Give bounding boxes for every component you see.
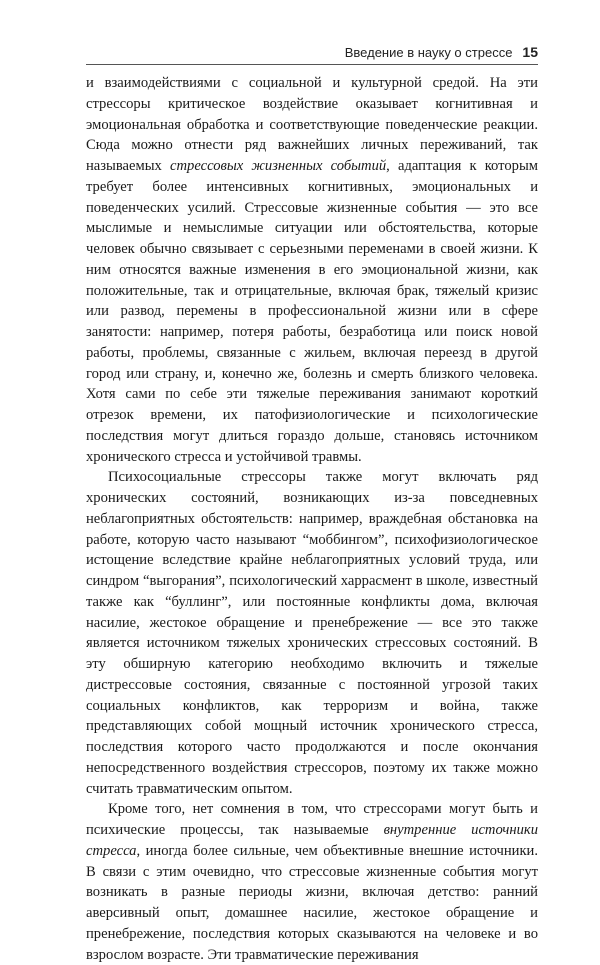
paragraph-2 <box>86 467 538 799</box>
body-text <box>86 73 538 965</box>
running-header <box>345 44 538 60</box>
text-segment: , иногда более сильные, чем объективные внешние источники. В связи с этим очевидно, что стрессовые жизненные события могут возникать в разные периоды жизни, включая детство: ранний аверсивный опыт, домашнее насилие, жестокое обращение и пренебрежение, последствия которых сказываются на человеке и во взрослом возрасте. Эти травматические переживания <box>86 842 538 963</box>
text-segment: Кроме того, нет сомнения в том, что стрессорами могут быть и психические процессы, так называемые <box>86 801 538 838</box>
running-title: Введение в науку о стрессе <box>344 45 513 60</box>
page-number: 15 <box>522 44 538 60</box>
italic-term: внутренние источники стресса <box>86 822 539 859</box>
text-segment: , адаптация к которым требует более интенсивных когнитивных, эмоциональных и поведенческих усилий. Стрессовые жизненные события — это все мыслимые и немыслимые ситуации или обстоятельства, которые человек обычно связывает с серьезными переменами в своей жизни. К ним относятся важные изменения в его эмоциональной жизни, как положительные, так и отрицательные, включая брак, тяжелый кризис или развод, перемены в профессиональной жизни или в сфере занятости: например, потеря работы, безработица или поиск новой работы, проблемы, связанные с жильем, включая переезд в другой город или страну, и, конечно же, болезнь и смерть близкого человека. Хотя сами по себе эти тяжелые переживания занимают короткий отрезок времени, их патофизиологические и психологические последствия могут длиться гораздо дольше, становясь источником хронического стресса и устойчивой травмы. <box>86 158 538 465</box>
text-segment: и взаимодействиями с социальной и культурной средой. На эти стрессоры критическое воздействие оказывает когнитивная и эмоциональная обработка и соответствующие поведенческие реакции. Сюда можно отнести ряд важнейших личных переживаний, так называемых <box>86 75 538 174</box>
text-segment: Психосоциальные стрессоры также могут включать ряд хронических состояний, возникающих из-за повседневных неблагоприятных обстоятельств: например, враждебная обстановка на работе, которую часто называют “моббингом”, психофизиологическое истощение вследствие крайне неблагоприятных условий труда, или синдром “выгорания”, психологический харрасмент в школе, известный также как “буллинг”, или постоянные конфликты дома, включая насилие, жестокое обращение и пренебрежение — все это также является источником тяжелых хронических стрессовых состояний. В эту обширную категорию необходимо включить и тяжелые дистрессовые состояния, связанные с постоянной угрозой таких социальных конфликтов, как терроризм и война, также представляющих собой мощный источник хронического стресса, последствия которого часто продолжаются и после окончания непосредственного воздействия стрессоров, поэтому их также можно считать травматическим опытом. <box>86 469 538 797</box>
italic-term: стрессовых жизненных событий <box>170 158 387 174</box>
paragraph-1 <box>86 73 538 467</box>
paragraph-3 <box>86 799 538 965</box>
header-rule <box>86 64 538 65</box>
